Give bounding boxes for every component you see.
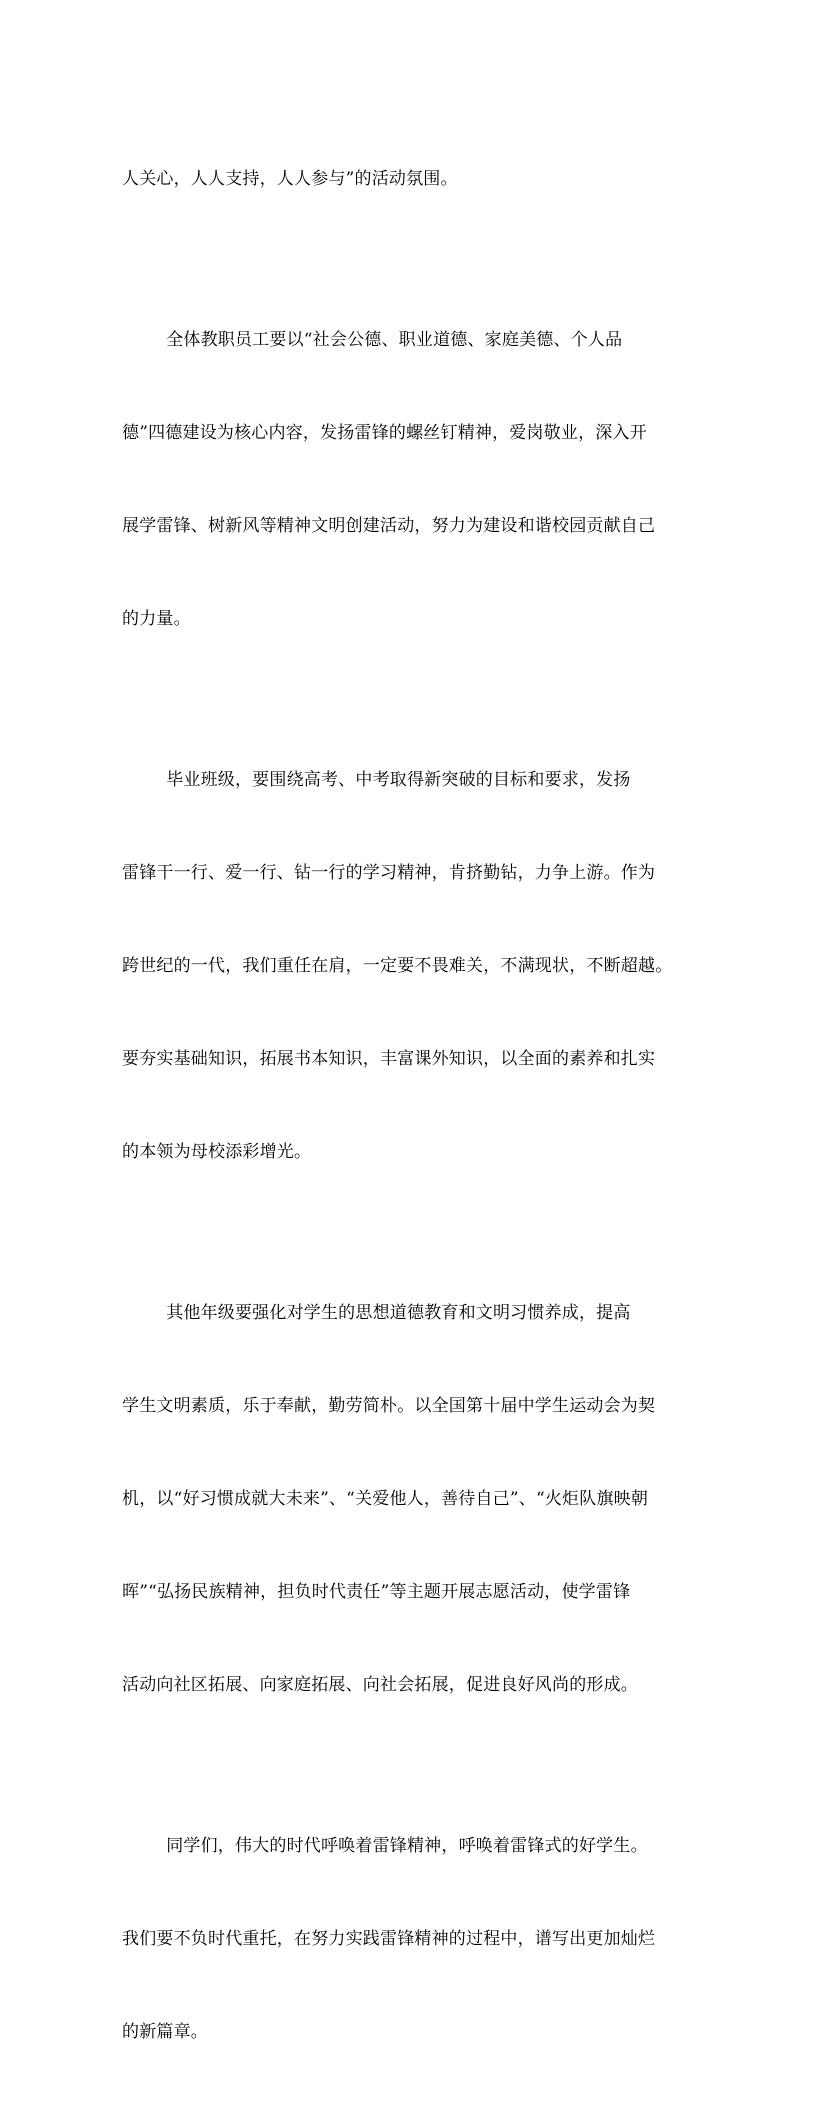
paragraph-line: 同学们，伟大的时代呼唤着雷锋精神，呼唤着雷锋式的好学生。 [166,1836,648,1856]
paragraph-line: 活动向社区拓展、向家庭拓展、向社会拓展，促进良好风尚的形成。 [122,1675,638,1695]
paragraph-line: 的本领为母校添彩增光。 [122,1142,312,1162]
paragraph-line: 我们要不负时代重托，在努力实践雷锋精神的过程中，谱写出更加灿烂 [122,1929,656,1949]
paragraph-line: 晖”“弘扬民族精神，担负时代责任”等主题开展志愿活动，使学雷锋 [122,1582,631,1602]
paragraph-line: 全体教职员工要以“社会公德、职业道德、家庭美德、个人品 [166,330,623,350]
paragraph-5 [122,1769,700,2110]
paragraph-line: 机，以“好习惯成就大未来”、“关爱他人，善待自己”、“火炬队旗映朝 [122,1489,649,1509]
paragraph-line: 要夯实基础知识，拓展书本知识，丰富课外知识，以全面的素养和扎实 [122,1049,656,1069]
paragraph-line: 德”四德建设为核心内容，发扬雷锋的螺丝钉精神，爱岗敬业，深入开 [122,423,647,443]
paragraph-4 [122,1236,700,1763]
paragraph-line: 毕业班级，要围绕高考、中考取得新突破的目标和要求，发扬 [166,770,631,790]
paragraph-line: 的新篇章。 [122,2022,208,2042]
paragraph-line: 其他年级要强化对学生的思想道德教育和文明习惯养成，提高 [166,1303,631,1323]
document-body [122,102,700,2110]
paragraph-line: 学生文明素质，乐于奉献，勤劳简朴。以全国第十届中学生运动会为契 [122,1396,656,1416]
paragraph-line: 的力量。 [122,609,191,629]
paragraph-line: 展学雷锋、树新风等精神文明创建活动，努力为建设和谐校园贡献自己 [122,516,656,536]
paragraph-line: 跨世纪的一代，我们重任在肩，一定要不畏难关，不满现状，不断超越。 [122,956,673,976]
paragraph-2 [122,263,700,697]
paragraph-line: 人关心，人人支持，人人参与”的活动氛围。 [122,169,458,189]
paragraph-3 [122,703,700,1230]
paragraph-line: 雷锋干一行、爱一行、钻一行的学习精神，肯挤勤钻，力争上游。作为 [122,863,656,883]
paragraph-1 [122,102,700,257]
